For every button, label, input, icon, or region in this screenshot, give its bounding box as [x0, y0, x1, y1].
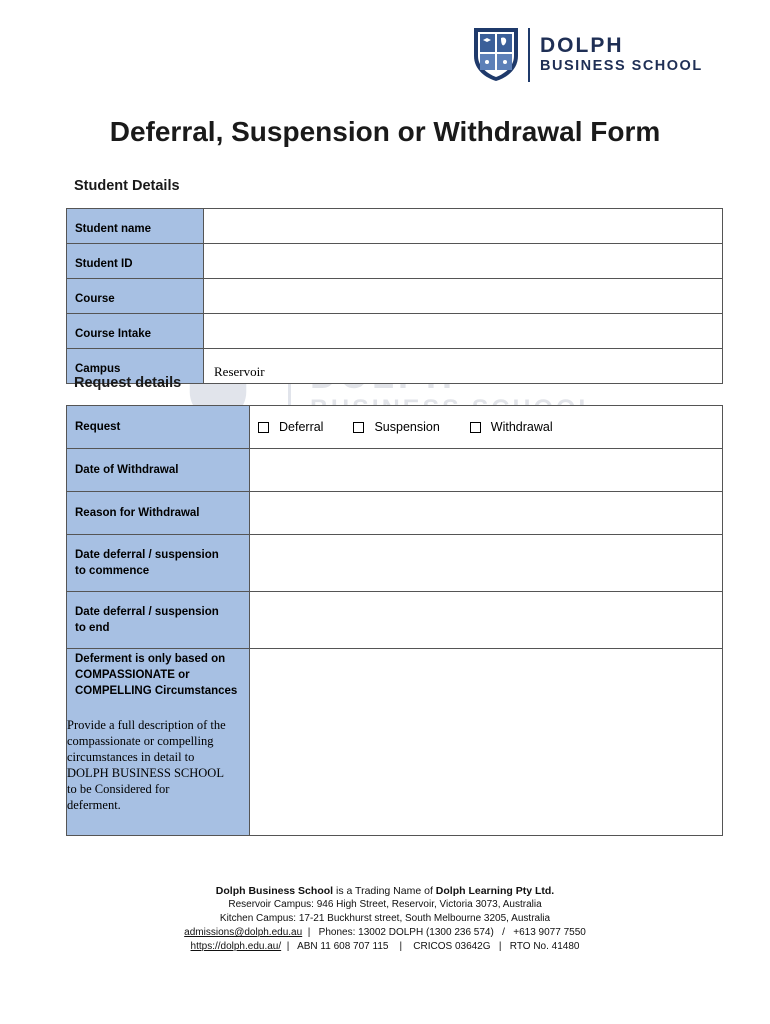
description-line: to be Considered for	[67, 782, 170, 796]
course-label: Course	[67, 279, 204, 314]
description-line: Provide a full description of the	[67, 718, 226, 732]
footer-abn-cricos-rto: | ABN 11 608 707 115 | CRICOS 03642G | RTO No. 41480	[281, 941, 580, 952]
student-name-label: Student name	[67, 209, 204, 244]
footer-company: Dolph Learning Pty Ltd.	[435, 885, 555, 897]
student-details-table	[66, 208, 723, 384]
date-end-label-line1: Date deferral / suspension	[75, 606, 219, 618]
course-field[interactable]	[204, 279, 723, 314]
table-row	[67, 449, 723, 492]
logo-text-dolph: DOLPH	[540, 34, 624, 57]
request-details-table	[66, 405, 723, 836]
request-options	[250, 420, 722, 434]
footer-trading-text: is a Trading Name of	[333, 885, 436, 897]
withdrawal-checkbox[interactable]	[470, 422, 481, 433]
deferral-checkbox[interactable]	[258, 422, 269, 433]
date-commence-label-line1: Date deferral / suspension	[75, 549, 219, 561]
date-of-withdrawal-field[interactable]	[250, 449, 723, 492]
deferral-option[interactable]	[258, 420, 323, 434]
shield-crest-icon	[472, 26, 520, 82]
request-label: Request	[67, 406, 250, 449]
table-row	[67, 492, 723, 535]
date-commence-label	[67, 535, 250, 592]
suspension-checkbox[interactable]	[353, 422, 364, 433]
footer-kitchen-campus: Kitchen Campus: 17-21 Buckhurst street, South Melbourne 3205, Australia	[219, 913, 551, 924]
description-line: deferment.	[67, 798, 121, 812]
footer-website-link[interactable]: https://dolph.edu.au/	[190, 941, 282, 952]
student-id-label: Student ID	[67, 244, 204, 279]
footer-trading-line	[0, 884, 770, 898]
footer-contact-line	[0, 926, 770, 940]
table-row	[67, 314, 723, 349]
page-footer	[0, 884, 770, 954]
footer-reservoir-campus: Reservoir Campus: 946 High Street, Reservoir, Victoria 3073, Australia	[228, 899, 542, 910]
reason-for-withdrawal-field[interactable]	[250, 492, 723, 535]
withdrawal-option[interactable]	[470, 420, 553, 434]
request-details-heading: Request details	[74, 375, 182, 391]
suspension-label: Suspension	[374, 420, 440, 434]
table-row	[67, 279, 723, 314]
campus-value: Reservoir	[214, 364, 265, 379]
description-line: DOLPH BUSINESS SCHOOL	[67, 766, 224, 780]
date-end-label	[67, 592, 250, 649]
request-options-cell	[250, 406, 723, 449]
course-intake-field[interactable]	[204, 314, 723, 349]
deferment-line1: Deferment is only based on	[75, 653, 226, 665]
campus-field[interactable]	[204, 349, 723, 384]
school-logo	[472, 26, 732, 86]
table-row	[67, 244, 723, 279]
logo-text-business-school: BUSINESS SCHOOL	[540, 58, 703, 74]
student-name-field[interactable]	[204, 209, 723, 244]
logo-divider	[528, 28, 530, 82]
deferment-description-field[interactable]	[250, 649, 723, 836]
table-row	[67, 209, 723, 244]
footer-phones: | Phones: 13002 DOLPH (1300 236 574) / +613 9077 7550	[302, 927, 586, 938]
deferral-label: Deferral	[279, 420, 324, 434]
footer-school-name: Dolph Business School	[215, 885, 334, 897]
course-intake-label: Course Intake	[67, 314, 204, 349]
table-row	[67, 592, 723, 649]
reason-for-withdrawal-label: Reason for Withdrawal	[67, 492, 250, 535]
student-details-heading: Student Details	[74, 178, 180, 194]
footer-email-link[interactable]: admissions@dolph.edu.au	[184, 927, 303, 938]
student-id-field[interactable]	[204, 244, 723, 279]
table-row	[67, 535, 723, 592]
withdrawal-label: Withdrawal	[490, 420, 553, 434]
deferment-line2: COMPASSIONATE or	[75, 669, 190, 681]
date-of-withdrawal-label: Date of Withdrawal	[67, 449, 250, 492]
form-title: Deferral, Suspension or Withdrawal Form	[109, 116, 661, 147]
deferment-label	[67, 649, 250, 836]
description-line: circumstances in detail to	[67, 750, 195, 764]
date-end-field[interactable]	[250, 592, 723, 649]
date-end-label-line2: to end	[75, 622, 110, 634]
date-commence-label-line2: to commence	[75, 565, 150, 577]
suspension-option[interactable]	[353, 420, 439, 434]
deferment-line3: COMPELLING Circumstances	[75, 685, 238, 697]
table-row	[67, 649, 723, 836]
table-row	[67, 406, 723, 449]
description-line: compassionate or compelling	[67, 734, 214, 748]
deferment-description	[67, 717, 249, 813]
footer-registration-line	[0, 940, 770, 954]
campus-label: Campus	[67, 349, 204, 384]
date-commence-field[interactable]	[250, 535, 723, 592]
